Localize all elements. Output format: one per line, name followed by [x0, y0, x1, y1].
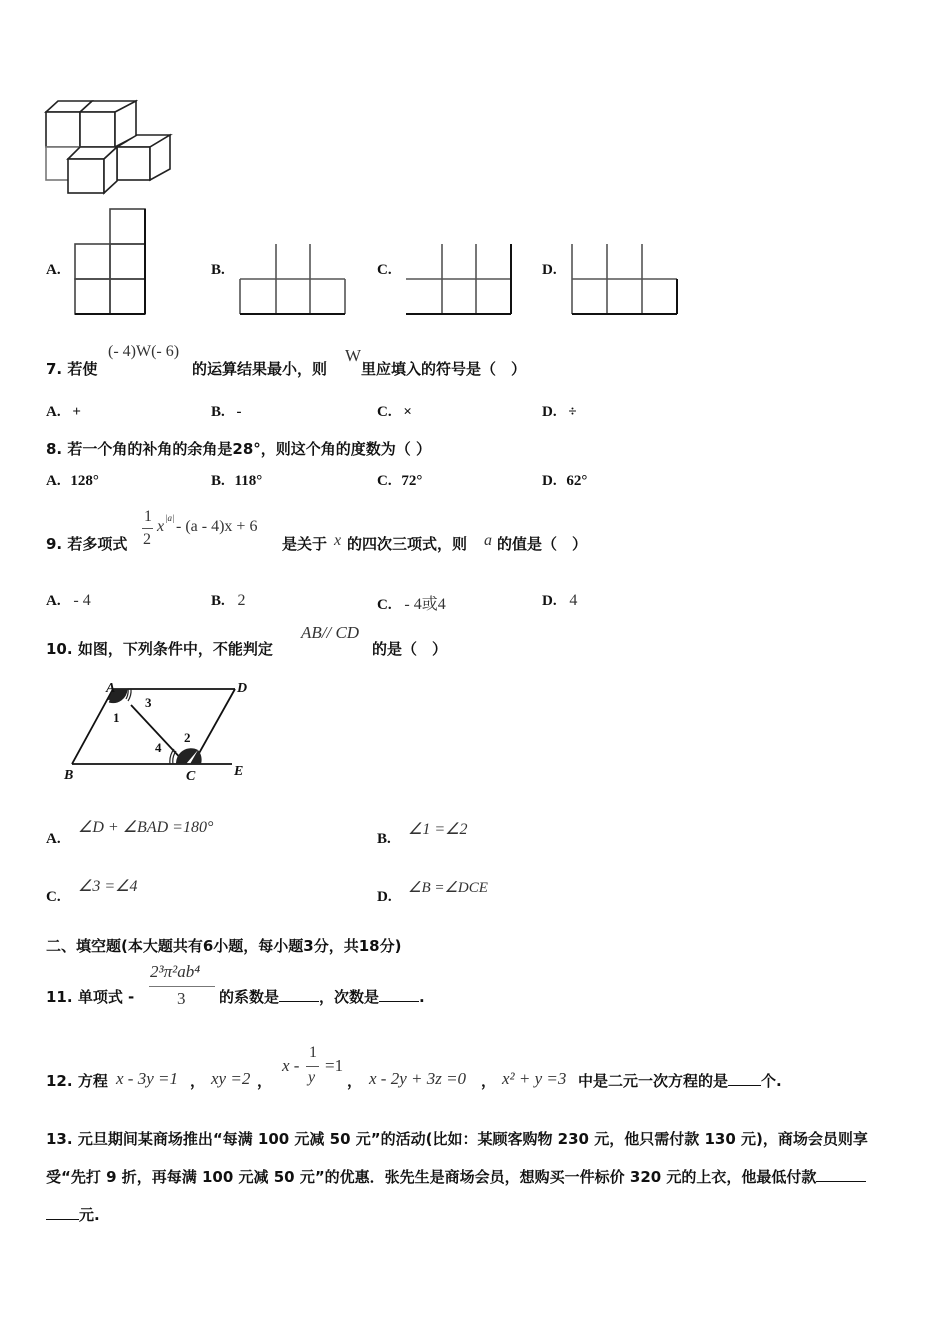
q9-suffix: 的值是（ ）: [497, 535, 588, 553]
q9-var-x: x: [334, 532, 342, 549]
angle-1-label: 1: [113, 710, 120, 725]
q9-option-c-value: - 4或4: [404, 596, 446, 613]
q10-option-b-label[interactable]: B.: [377, 831, 391, 847]
q10-option-c-label[interactable]: C.: [46, 889, 61, 905]
q12-eq3-den: y: [308, 1069, 316, 1086]
q11-number: 11.: [46, 988, 73, 1006]
q6-option-d-label[interactable]: D.: [542, 262, 557, 278]
angle-2-label: 2: [184, 730, 191, 745]
q9-option-a-value: - 4: [73, 592, 91, 609]
q9-middle1: 是关于: [282, 535, 328, 553]
q10-option-d-value[interactable]: ∠B =∠DCE: [408, 880, 488, 896]
q12-suffix: 个.: [761, 1072, 782, 1090]
q13-line2: 受“先打 9 折，再每满 100 元减 50 元”的优惠．张先生是商场会员，想购买一件标价 320 元的上衣，他最低付款: [46, 1168, 817, 1186]
q10-option-a-value[interactable]: ∠D + ∠BAD =180°: [78, 819, 214, 836]
q12-sep4: ，: [481, 1072, 497, 1090]
q12-answer-blank[interactable]: [728, 1072, 761, 1086]
q12-number: 12.: [46, 1072, 73, 1090]
q7-expression: (- 4)W(- 6): [108, 343, 180, 360]
q11-degree-text: ，次数是: [319, 988, 380, 1006]
q9-option-a-label: A.: [46, 593, 61, 609]
q9-exponent: |a|: [165, 513, 175, 523]
q9-expr-tail: - (a - 4)x + 6: [176, 518, 258, 535]
q11-middle: [219, 986, 425, 1007]
q12-eq3-frac-line: [306, 1066, 319, 1067]
q12-eq4: x - 2y + 3z =0: [369, 1069, 467, 1088]
q10-expression: AB// CD: [301, 623, 360, 642]
q9-option-d-label: D.: [542, 593, 557, 609]
q11-coefficient-blank[interactable]: [279, 988, 319, 1002]
question-13-line-3: [46, 1204, 100, 1225]
q10-option-d-label[interactable]: D.: [377, 889, 392, 905]
q12-sep2: ，: [257, 1072, 273, 1090]
q9-var-a: a: [484, 532, 492, 549]
q12-prefix: 方程: [77, 1072, 108, 1090]
q8-option-b-value: 118°: [234, 473, 263, 489]
q12-eq3-right: =1: [325, 1056, 344, 1075]
q9-option-c-label: C.: [377, 597, 392, 613]
section-2-title: 二、填空题(本大题共有6小题，每小题3分，共18分): [46, 937, 402, 955]
q12-eq2: xy =2: [211, 1069, 251, 1088]
q12-sep1: ，: [190, 1072, 206, 1090]
q12-eq1: x - 3y =1: [116, 1069, 178, 1088]
q12-eq3-num: 1: [309, 1044, 317, 1061]
q8-option-d-label: D.: [542, 473, 557, 489]
question-13-line-2: [46, 1166, 866, 1187]
angle-3-label: 3: [145, 695, 152, 710]
q9-option-d-value: 4: [569, 592, 578, 609]
q7-prefix: 若使: [67, 360, 98, 378]
question-12: [46, 1070, 108, 1091]
q6-option-a-label[interactable]: A.: [46, 262, 61, 278]
q7-option-b-label: B.: [211, 404, 225, 420]
q8-number: 8.: [46, 440, 63, 458]
q8-option-b-label: B.: [211, 473, 225, 489]
q6-option-b-label[interactable]: B.: [211, 262, 225, 278]
q9-expr-x: x: [157, 518, 165, 535]
q7-option-d-value: ÷: [568, 404, 577, 420]
q7-option-a-label: A.: [46, 404, 61, 420]
q7-option-c-value: ×: [403, 404, 412, 420]
q9-option-b-value: 2: [237, 592, 246, 609]
q9-option-b-label: B.: [211, 593, 225, 609]
point-b-label: B: [64, 768, 74, 783]
q13-line3-suffix: 元.: [79, 1206, 100, 1224]
q13-line1: 元旦期间某商场推出“每满 100 元减 50 元”的活动(比如：某顾客购物 230 元，他只需付款 130 元)，商场会员则享: [77, 1130, 868, 1148]
q9-frac-num: 1: [144, 508, 152, 525]
q8-option-a-label: A.: [46, 473, 61, 489]
q11-frac-line: [149, 986, 215, 987]
point-e-label: E: [234, 764, 244, 779]
question-11: [46, 986, 134, 1007]
angle-4-label: 4: [155, 740, 162, 755]
q9-middle2: 的四次三项式，则: [347, 535, 468, 553]
q7-option-c-label: C.: [377, 404, 392, 420]
q7-option-a-value: +: [72, 404, 81, 420]
q10-suffix: 的是（ ）: [372, 640, 448, 658]
q11-prefix: 单项式 -: [77, 988, 135, 1006]
q12-tail: [578, 1070, 782, 1091]
q9-prefix: 若多项式: [67, 535, 128, 553]
q7-suffix-text: 里应填入的符号是（ ）: [361, 360, 527, 378]
q7-option-d-label: D.: [542, 404, 557, 420]
q12-eq3-left: x -: [282, 1056, 300, 1075]
q9-number: 9.: [46, 535, 63, 553]
q8-option-c-value: 72°: [401, 473, 423, 489]
q12-sep3: ，: [347, 1072, 363, 1090]
q11-frac-den: 3: [177, 989, 186, 1008]
q8-text: 若一个角的补角的余角是28°，则这个角的度数为（ ）: [67, 440, 431, 458]
q7-option-b-value: -: [236, 404, 242, 420]
q9-frac-den: 2: [143, 531, 151, 548]
q13-answer-blank-part1[interactable]: [816, 1168, 866, 1182]
point-c-label: C: [186, 769, 196, 784]
q10-option-a-label[interactable]: A.: [46, 831, 61, 847]
q6-option-c-label[interactable]: C.: [377, 262, 392, 278]
q13-answer-blank-part2[interactable]: [46, 1206, 79, 1220]
q12-eq5: x² + y =3: [502, 1069, 567, 1088]
q11-frac-num: 2³π²ab⁴: [150, 962, 201, 981]
q8-option-d-value: 62°: [566, 473, 588, 489]
point-a-label: A: [106, 681, 116, 696]
q10-option-b-value[interactable]: ∠1 =∠2: [408, 821, 468, 838]
q7-middle-text: 的运算结果最小，则: [192, 360, 328, 378]
q10-option-c-value[interactable]: ∠3 =∠4: [78, 878, 138, 895]
q11-coefficient-text: 的系数是: [219, 988, 280, 1006]
q11-degree-blank[interactable]: [379, 988, 419, 1002]
q8-option-c-label: C.: [377, 473, 392, 489]
q11-suffix: .: [419, 988, 425, 1006]
q10-prefix: 如图，下列条件中，不能判定: [77, 640, 273, 658]
q12-middle-text: 中是二元一次方程的是: [578, 1072, 729, 1090]
q8-option-a-value: 128°: [70, 473, 99, 489]
point-d-label: D: [237, 681, 248, 696]
q10-number: 10.: [46, 640, 73, 658]
q7-number: 7.: [46, 360, 63, 378]
question-13-line-1: [46, 1128, 868, 1149]
q7-symbol: W: [345, 346, 362, 365]
q13-number: 13.: [46, 1130, 73, 1148]
